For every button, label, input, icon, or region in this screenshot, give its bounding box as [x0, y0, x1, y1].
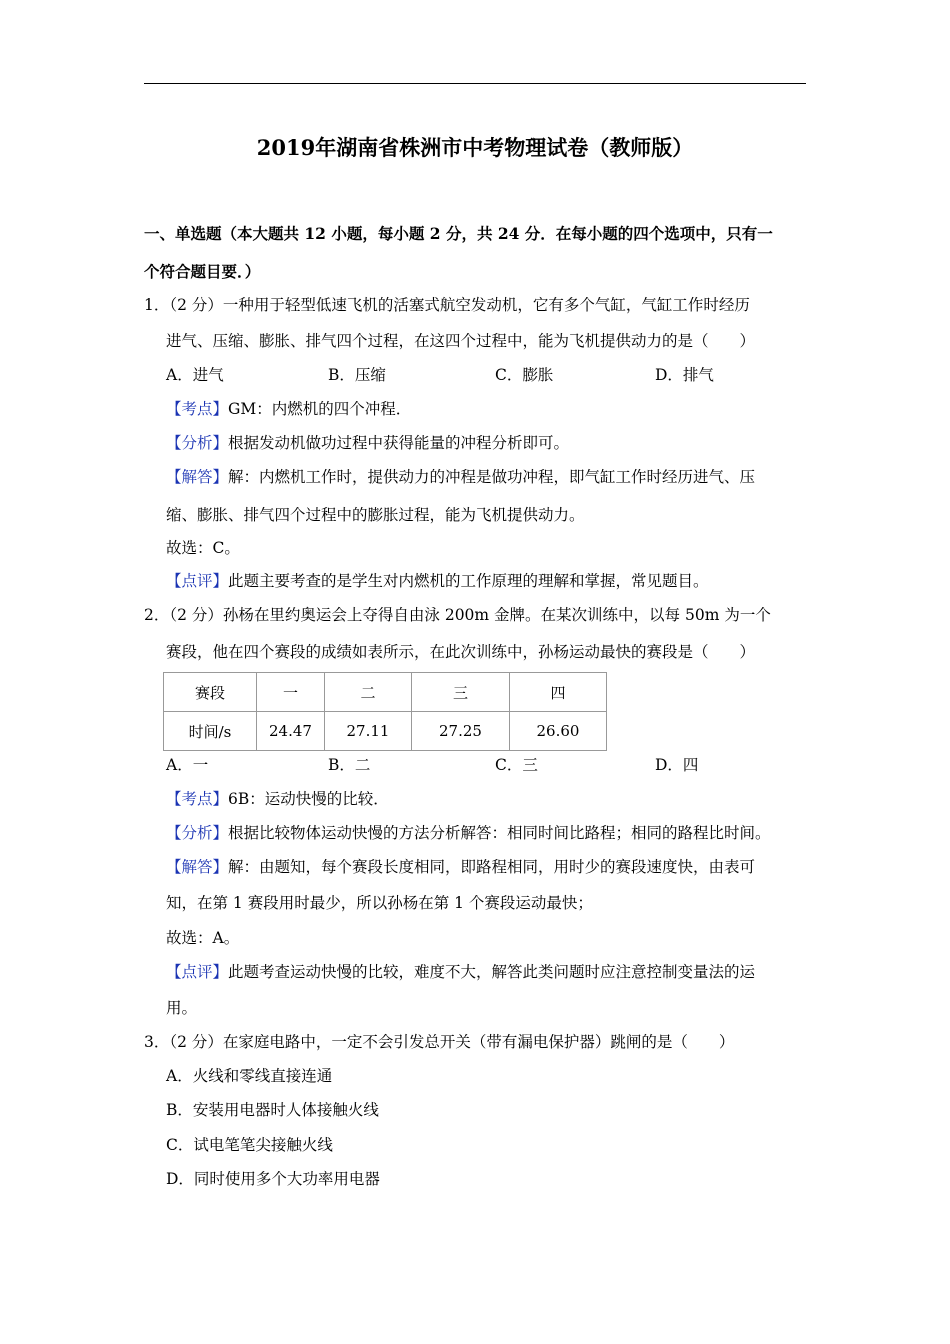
table-cell: 26.60	[510, 712, 607, 751]
q1-stem-line2: 进气、压缩、膨胀、排气四个过程，在这四个过程中，能为飞机提供动力的是（ ）	[166, 332, 756, 350]
dianping-tag: 【点评】	[166, 572, 229, 590]
kaodian-tag: 【考点】	[166, 400, 229, 418]
q3-stem-line1: 3．（2 分）在家庭电路中，一定不会引发总开关（带有漏电保护器）跳闸的是（ ）	[144, 1033, 735, 1051]
q3-option-d: D．同时使用多个大功率用电器	[166, 1170, 380, 1188]
table-cell: 27.25	[412, 712, 510, 751]
table-header-cell: 四	[510, 673, 607, 712]
q1-kaodian	[166, 398, 411, 420]
q2-stem-line1: 2．（2 分）孙杨在里约奥运会上夺得自由泳 200m 金牌。在某次训练中，以每 50m 为一个	[144, 606, 771, 624]
q2-option-a: A．一	[166, 756, 209, 774]
q1-dianping-text: 此题主要考查的是学生对内燃机的工作原理的理解和掌握，常见题目。	[228, 572, 709, 590]
q1-jieda-line2: 缩、膨胀、排气四个过程中的膨胀过程，能为飞机提供动力。	[166, 506, 585, 524]
q3-option-b: B．安装用电器时人体接触火线	[166, 1101, 379, 1119]
q2-jieda	[166, 856, 755, 878]
q1-answer: 故选：C。	[166, 539, 240, 557]
q3-option-a: A．火线和零线直接连通	[166, 1067, 333, 1085]
q2-times-table	[163, 672, 607, 751]
q2-jieda-text1: 解：由题知，每个赛段长度相同，即路程相同，用时少的赛段速度快，由表可	[228, 858, 756, 876]
q2-fenxi	[166, 822, 771, 844]
fenxi-tag: 【分析】	[166, 824, 229, 842]
q2-dianping-text1: 此题考查运动快慢的比较，难度不大，解答此类问题时应注意控制变量法的运	[228, 963, 756, 981]
jieda-tag: 【解答】	[166, 468, 229, 486]
q3-option-c: C．试电笔笔尖接触火线	[166, 1136, 333, 1154]
q1-dianping	[166, 570, 709, 592]
table-header-row	[164, 673, 607, 712]
page-title: 2019年湖南省株洲市中考物理试卷（教师版）	[256, 135, 694, 160]
table-cell: 时间/s	[164, 712, 257, 751]
table-cell: 24.47	[257, 712, 325, 751]
section-heading-line2: 个符合题目要．）	[144, 262, 261, 281]
q1-option-b: B．压缩	[328, 366, 386, 384]
q2-answer: 故选：A。	[166, 929, 240, 947]
q1-stem-line1: 1．（2 分）一种用于轻型低速飞机的活塞式航空发动机，它有多个气缸，气缸工作时经历	[144, 296, 750, 314]
q2-fenxi-text: 根据比较物体运动快慢的方法分析解答：相同时间比路程；相同的路程比时间。	[228, 824, 771, 842]
dianping-tag: 【点评】	[166, 963, 229, 981]
table-cell: 27.11	[325, 712, 412, 751]
q1-option-a: A．进气	[166, 366, 224, 384]
fenxi-tag: 【分析】	[166, 434, 229, 452]
q1-jieda	[166, 466, 755, 488]
section-heading-line1: 一、单选题（本大题共 12 小题，每小题 2 分，共 24 分．在每小题的四个选项中，只有一	[144, 224, 773, 243]
q1-fenxi	[166, 432, 569, 454]
q2-kaodian-text: 6B：运动快慢的比较．	[228, 790, 389, 808]
q1-kaodian-text: GM：内燃机的四个冲程．	[228, 400, 412, 418]
table-row	[164, 712, 607, 751]
q2-stem-line2: 赛段，他在四个赛段的成绩如表所示，在此次训练中，孙杨运动最快的赛段是（ ）	[166, 643, 756, 661]
table-header-cell: 赛段	[164, 673, 257, 712]
header-rule	[144, 83, 806, 84]
table-header-cell: 一	[257, 673, 325, 712]
table-header-cell: 三	[412, 673, 510, 712]
q2-option-b: B．二	[328, 756, 371, 774]
q1-fenxi-text: 根据发动机做功过程中获得能量的冲程分析即可。	[228, 434, 570, 452]
q2-dianping	[166, 961, 755, 983]
q1-jieda-text1: 解：内燃机工作时，提供动力的冲程是做功冲程，即气缸工作时经历进气、压	[228, 468, 756, 486]
q2-kaodian	[166, 788, 389, 810]
q2-option-d: D．四	[655, 756, 699, 774]
jieda-tag: 【解答】	[166, 858, 229, 876]
q1-option-c: C．膨胀	[495, 366, 554, 384]
q2-dianping-line2: 用。	[166, 999, 198, 1017]
q1-option-d: D．排气	[655, 366, 714, 384]
kaodian-tag: 【考点】	[166, 790, 229, 808]
table-header-cell: 二	[325, 673, 412, 712]
q2-jieda-line2: 知，在第 1 赛段用时最少，所以孙杨在第 1 个赛段运动最快；	[166, 894, 593, 912]
q2-option-c: C．三	[495, 756, 538, 774]
